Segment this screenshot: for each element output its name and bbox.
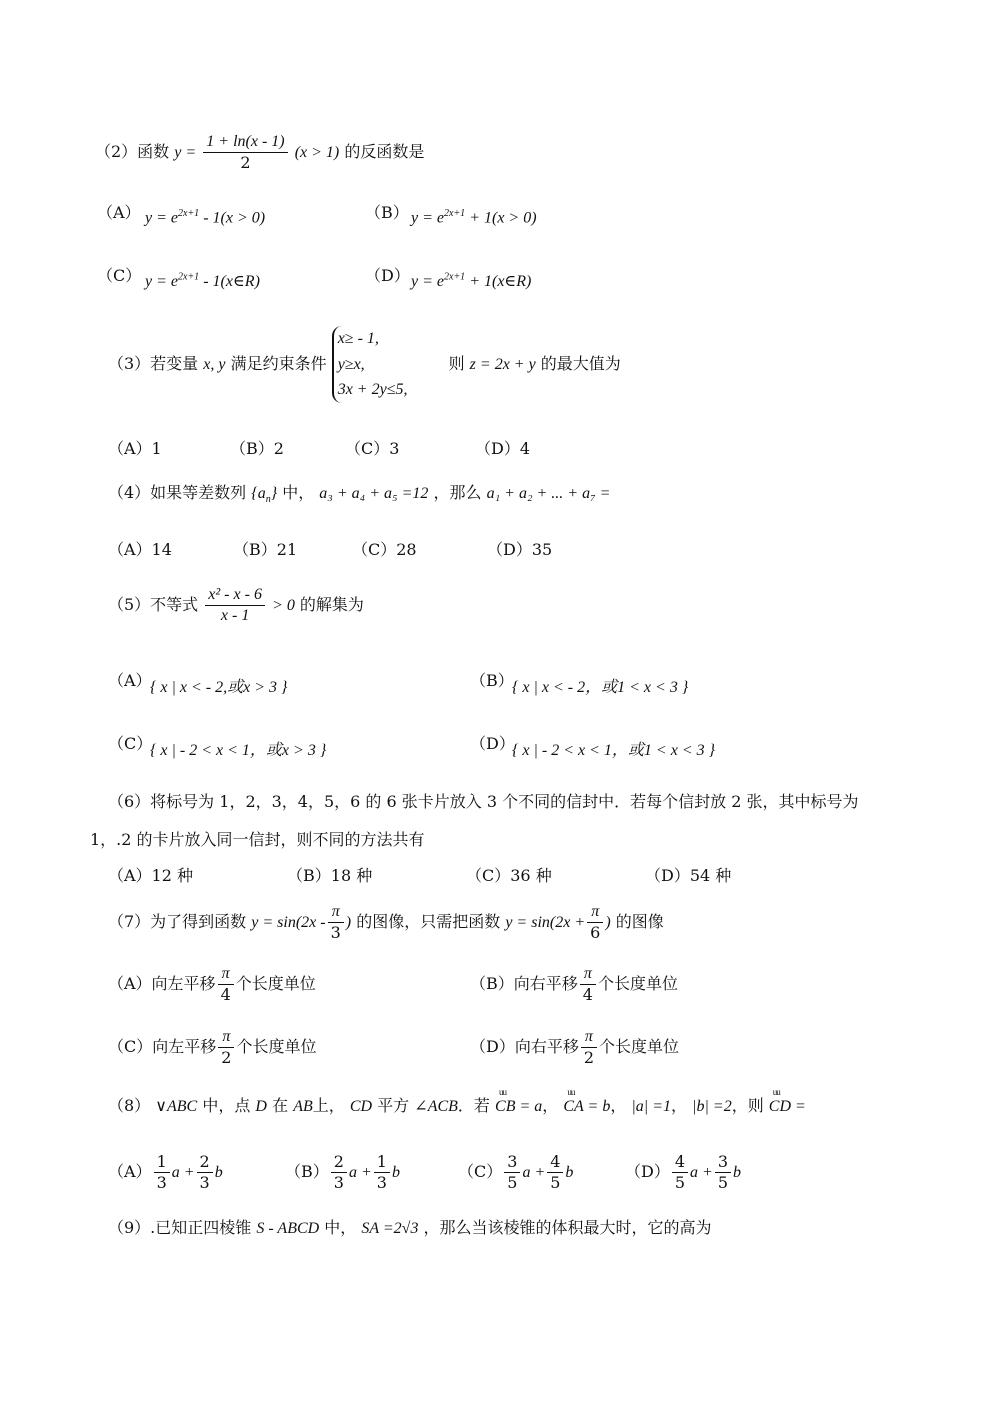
q7-b-label: （B）向右平移 xyxy=(470,974,578,993)
q7-stem-prefix: （7）为了得到函数 xyxy=(108,912,247,931)
q7-func2-den: 6 xyxy=(590,923,601,942)
q7-d-label: （D）向右平移 xyxy=(470,1037,579,1056)
q8-d-end: b xyxy=(733,1164,742,1181)
q2-c-tail: - 1(x∈R) xyxy=(199,273,260,290)
q3-option-a: （A）1 xyxy=(108,439,162,458)
q8-point-d: D xyxy=(255,1098,267,1115)
q9-edge-length: SA =2√3 xyxy=(361,1220,419,1237)
q8-b-d2: 3 xyxy=(376,1173,387,1192)
q7-c-post: 个长度单位 xyxy=(236,1037,317,1056)
q8-c-d2: 5 xyxy=(550,1173,561,1192)
q7-c-den: 2 xyxy=(221,1048,232,1067)
q2-b-exp: 2x+1 xyxy=(444,208,466,219)
q8-segment-ab: AB xyxy=(293,1098,313,1115)
q8-a-n2: 2 xyxy=(197,1152,213,1173)
q8-b-end: b xyxy=(391,1164,400,1181)
q7-func2-fraction xyxy=(587,902,603,943)
q6-option-a: （A）12 种 xyxy=(108,866,194,885)
q9-stem-mid: 中， xyxy=(324,1218,357,1237)
q3-constraint-system xyxy=(332,326,408,403)
q7-func1-den: 3 xyxy=(330,923,341,942)
q2-stem xyxy=(95,132,424,173)
q7-func1-post: ) xyxy=(345,914,352,931)
q2-b-base: y = e xyxy=(411,209,444,227)
q2-option-a-label: （A） xyxy=(97,203,141,222)
q9-stem-prefix: （9）.已知正四棱锥 xyxy=(108,1218,252,1237)
q5-option-c-label: （C） xyxy=(108,734,153,753)
q8-b-frac1 xyxy=(331,1152,347,1193)
q8-option-d xyxy=(625,1152,741,1193)
q8-c-end: b xyxy=(565,1164,574,1181)
q5-option-c: { x | - 2 < x < 1，或x > 3 } xyxy=(150,742,327,759)
q8-d-d2: 5 xyxy=(717,1173,729,1192)
q4-option-a: （A）14 xyxy=(108,540,172,559)
q2-d-exp: 2x+1 xyxy=(444,271,466,283)
q7-a-fraction xyxy=(218,964,234,1005)
q2-option-a xyxy=(145,208,265,227)
q7-c-label: （C）向左平移 xyxy=(108,1037,217,1056)
q8-a-frac1 xyxy=(154,1152,170,1193)
q2-d-base: y = e xyxy=(411,273,444,290)
q8-angle: ∠ACB xyxy=(414,1098,458,1115)
q8-d-frac1 xyxy=(672,1152,688,1193)
q4-seq-sub: n xyxy=(265,494,271,506)
q8-a-d2: 3 xyxy=(199,1173,210,1192)
q2-a-base: y = e xyxy=(145,209,178,227)
q7-a-post: 个长度单位 xyxy=(235,974,316,993)
q5-denominator: x - 1 xyxy=(220,607,250,624)
q8-c-n1: 3 xyxy=(504,1152,520,1173)
q6-stem-line2: 1，.2 的卡片放入同一信封，则不同的方法共有 xyxy=(90,830,425,849)
q7-option-d xyxy=(470,1027,679,1068)
q8-segment-cd: CD xyxy=(349,1098,373,1115)
q8-vector-cd: uu CD = xyxy=(769,1098,806,1116)
q8-b-label: （B） xyxy=(285,1162,329,1181)
q2-fraction xyxy=(203,132,287,173)
q2-stem-suffix: 的反函数是 xyxy=(344,142,425,161)
q8-text-3: 上， xyxy=(312,1096,345,1115)
q2-denominator: 2 xyxy=(240,153,251,172)
q6-option-b: （B）18 种 xyxy=(287,866,373,885)
q8-d-label: （D） xyxy=(625,1162,670,1181)
q7-stem xyxy=(108,902,664,943)
q7-a-den: 4 xyxy=(220,985,231,1004)
q3-option-c: （C）3 xyxy=(345,439,400,458)
q8-b-n1: 2 xyxy=(331,1152,347,1173)
q8-d-mid: a + xyxy=(690,1164,713,1181)
q7-func2-post: ) xyxy=(605,914,611,931)
q4-option-b: （B）21 xyxy=(233,540,298,559)
q9-stem-suffix: ，那么当该棱锥的体积最大时，它的高为 xyxy=(423,1218,712,1237)
q8-d-d1: 5 xyxy=(674,1173,686,1192)
q7-d-post: 个长度单位 xyxy=(599,1037,680,1056)
q8-text-2: 在 xyxy=(272,1096,289,1115)
q3-constraint-2: y≥x, xyxy=(337,355,365,373)
q5-option-b: { x | x < - 2，或1 < x < 3 } xyxy=(512,679,689,696)
q3-stem xyxy=(108,326,621,403)
q8-vector-cb: uu CB = a xyxy=(495,1098,542,1116)
q2-option-c-label: （C） xyxy=(97,266,142,285)
q3-option-b: （B）2 xyxy=(230,439,284,458)
q7-b-den: 4 xyxy=(582,985,593,1004)
q8-text-5: ．若 xyxy=(457,1096,490,1115)
q4-sequence: $\{a_n\}$ xyxy=(251,485,278,506)
q4-condition: a₃ + a₄ + a₅ =12 xyxy=(319,485,429,502)
q4-stem-mid: 中， xyxy=(282,483,315,502)
q4-option-d: （D）35 xyxy=(487,540,553,559)
q3-then: 则 xyxy=(448,353,465,373)
q6-stem-line1: （6）将标号为 1，2，3，4，5，6 的 6 张卡片放入 3 个不同的信封中．若每个信封放 2 张，其中标号为 xyxy=(108,792,859,811)
q8-d-n1: 4 xyxy=(672,1152,688,1173)
q8-option-c xyxy=(458,1152,573,1193)
q7-func2-num: π xyxy=(587,902,603,923)
q8-a-d1: 3 xyxy=(156,1173,167,1192)
q4-option-c: （C）28 xyxy=(352,540,417,559)
q8-b-d1: 3 xyxy=(333,1173,344,1192)
q7-option-c xyxy=(108,1027,316,1068)
q8-option-b xyxy=(285,1152,400,1193)
q2-a-tail: - 1(x > 0) xyxy=(199,209,266,227)
q5-stem-suffix: 的解集为 xyxy=(299,595,364,614)
q4-seq-a: a xyxy=(257,485,266,502)
q4-stem-prefix: （4）如果等差数列 xyxy=(108,483,247,502)
q2-option-d xyxy=(411,271,531,291)
q2-option-c xyxy=(145,271,260,291)
q8-norm-a: |a| =1 xyxy=(631,1098,671,1115)
q3-constraint-1: x≥ - 1, xyxy=(337,330,379,347)
q2-d-tail: + 1(x∈R) xyxy=(465,273,532,290)
q7-stem-suffix: 的图像 xyxy=(615,912,664,931)
q3-option-d: （D）4 xyxy=(475,439,531,458)
q5-option-a-label: （A） xyxy=(108,671,152,690)
q8-a-frac2 xyxy=(197,1152,213,1193)
q3-stem-suffix: 的最大值为 xyxy=(540,353,621,373)
q5-fraction xyxy=(205,585,265,626)
q7-d-num: π xyxy=(581,1027,597,1048)
q2-option-d-label: （D） xyxy=(365,266,410,285)
q8-b-frac2 xyxy=(374,1152,390,1193)
q8-option-a xyxy=(108,1152,223,1193)
q7-b-post: 个长度单位 xyxy=(597,974,678,993)
q7-a-label: （A）向左平移 xyxy=(108,974,216,993)
q9-pyramid: S - ABCD xyxy=(256,1220,320,1237)
q3-constraint-3: 3x + 2y≤5, xyxy=(337,381,408,399)
q2-condition: (x > 1) xyxy=(294,144,340,161)
q8-text-4: 平方 xyxy=(377,1096,410,1115)
q5-option-d: { x | - 2 < x < 1，或1 < x < 3 } xyxy=(512,742,716,759)
q3-vars: x, y xyxy=(203,355,226,373)
q2-stem-prefix: （2）函数 xyxy=(95,142,170,161)
q5-option-b-label: （B） xyxy=(470,671,514,690)
q2-numerator: 1 + ln(x - 1) xyxy=(203,132,287,153)
q7-d-fraction xyxy=(581,1027,597,1068)
q5-numerator: x² - x - 6 xyxy=(205,585,265,606)
q7-a-num: π xyxy=(218,964,234,985)
q8-b-n2: 1 xyxy=(374,1152,390,1173)
q8-vector-ca: uu CA = b xyxy=(563,1098,610,1116)
q7-func2-pre: y = sin(2x + xyxy=(505,914,586,931)
q7-func1-pre: y = sin(2x - xyxy=(251,914,326,931)
q8-c-d1: 5 xyxy=(507,1173,518,1192)
q7-option-a xyxy=(108,964,316,1005)
q3-objective: z = 2x + y xyxy=(469,355,536,373)
q5-relation: > 0 xyxy=(272,597,295,614)
q7-option-b xyxy=(470,964,678,1005)
q2-option-b xyxy=(411,208,537,227)
q2-y-eq: y = xyxy=(174,144,197,161)
q2-a-exp: 2x+1 xyxy=(178,208,200,219)
q5-stem-prefix: （5）不等式 xyxy=(108,595,199,614)
q8-a-label: （A） xyxy=(108,1162,152,1181)
q5-option-d-label: （D） xyxy=(470,734,515,753)
q2-option-b-label: （B） xyxy=(365,203,409,222)
q8-a-mid: a + xyxy=(171,1164,195,1181)
q7-b-fraction xyxy=(580,964,596,1005)
q7-func1-fraction xyxy=(328,902,344,943)
q7-c-num: π xyxy=(218,1027,234,1048)
q7-func1-num: π xyxy=(328,902,344,923)
q3-stem-mid: 满足约束条件 xyxy=(230,353,327,373)
q5-stem xyxy=(108,585,364,626)
q6-option-c: （C）36 种 xyxy=(466,866,552,885)
q3-stem-prefix: （3）若变量 xyxy=(108,353,199,373)
q8-text-1: 中，点 xyxy=(202,1096,251,1115)
q2-c-base: y = e xyxy=(145,273,178,290)
q7-d-den: 2 xyxy=(583,1048,595,1067)
q8-text-6: ，则 xyxy=(731,1096,764,1115)
q4-sum: a₁ + a₂ + ... + a₇ = xyxy=(486,485,611,502)
q9-stem xyxy=(108,1215,712,1238)
q7-stem-mid: 的图像，只需把函数 xyxy=(356,912,501,931)
q6-option-d: （D）54 种 xyxy=(645,866,732,885)
q8-c-frac1 xyxy=(504,1152,520,1193)
q8-c-n2: 4 xyxy=(547,1152,563,1173)
q8-c-mid: a + xyxy=(522,1164,546,1181)
q8-norm-b: |b| =2 xyxy=(692,1098,732,1115)
q8-a-end: b xyxy=(214,1164,223,1181)
q4-stem-post: ，那么 xyxy=(433,483,482,502)
q5-option-a: { x | x < - 2,或x > 3 } xyxy=(150,679,288,696)
q8-c-label: （C） xyxy=(458,1162,503,1181)
q4-stem xyxy=(108,480,610,505)
q8-a-n1: 1 xyxy=(154,1152,170,1173)
q8-stem: （8） ∨ABC 中，点 D 在 AB上， CD 平方 ∠ACB．若 uu CB = a， uu CA = b， |a| =1， |b| =2，则 uu CD = xyxy=(108,1093,806,1116)
q7-b-num: π xyxy=(580,964,596,985)
q7-c-fraction xyxy=(218,1027,234,1068)
q8-triangle: ∨ABC xyxy=(155,1098,198,1115)
q8-number: （8） xyxy=(108,1096,151,1115)
q8-b-mid: a + xyxy=(348,1164,372,1181)
q8-d-frac2 xyxy=(715,1152,731,1193)
q2-c-exp: 2x+1 xyxy=(178,271,200,283)
q8-c-frac2 xyxy=(547,1152,563,1193)
q2-b-tail: + 1(x > 0) xyxy=(465,209,537,227)
q8-d-n2: 3 xyxy=(715,1152,731,1173)
